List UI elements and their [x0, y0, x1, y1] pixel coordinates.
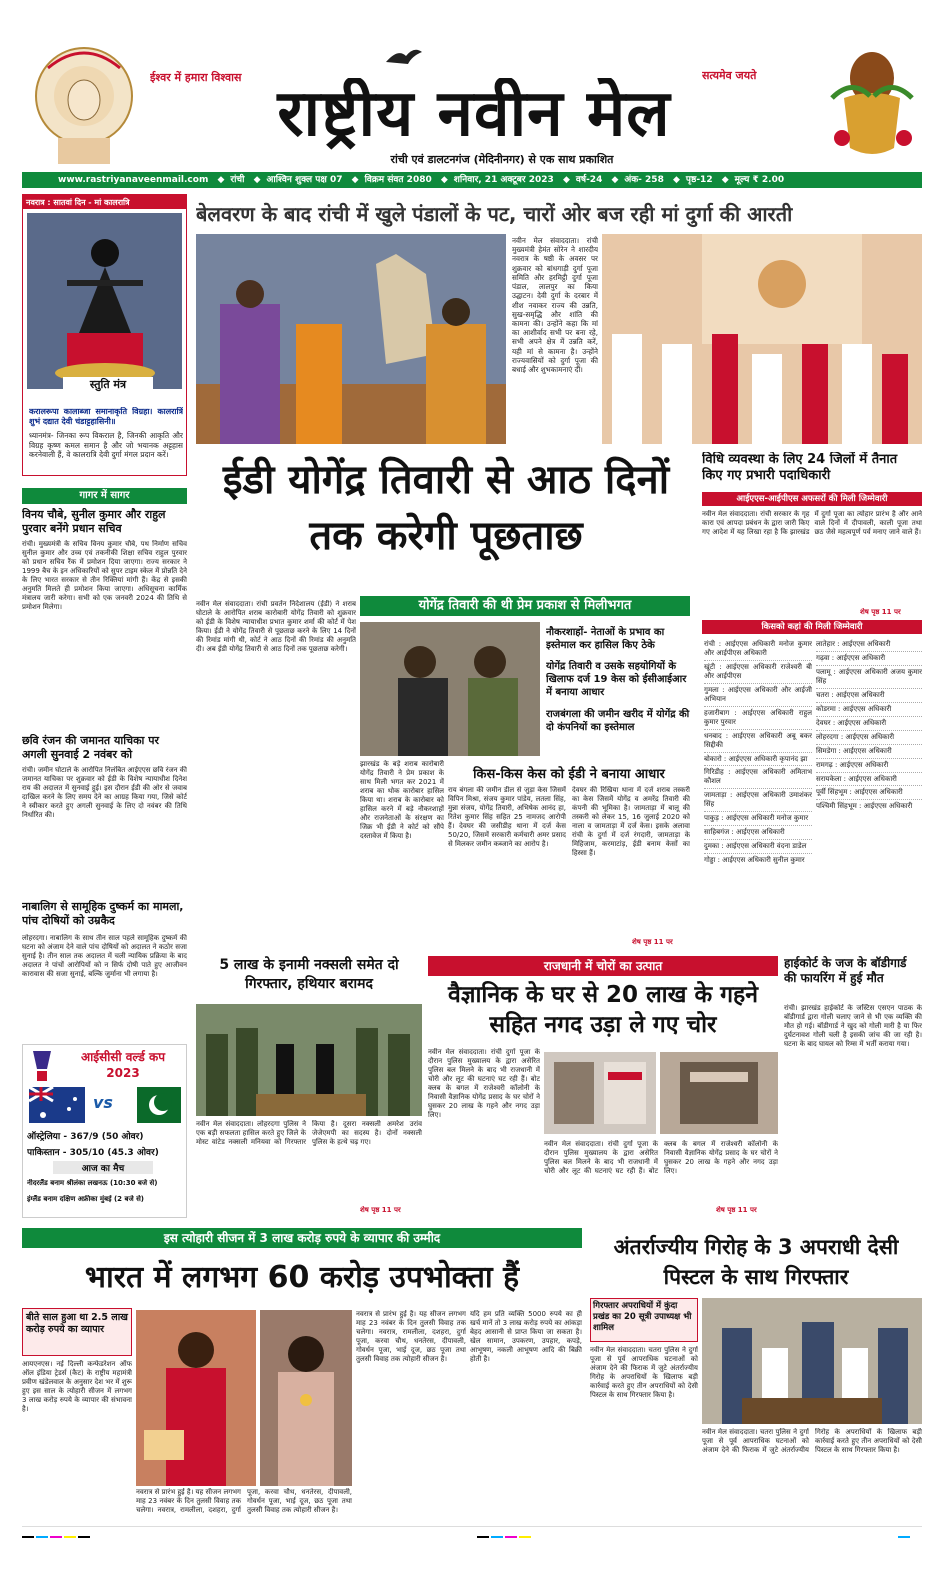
law-item: सरायकेला : आईएएस अधिकारी: [816, 773, 922, 787]
economy-photo-2: [260, 1310, 352, 1486]
economy-text-3: नवरात्र से प्रारंभ हुई है। यह सीजन लगभग माह 23 नवंबर के दिन तुलसी विवाह तक चलेगा। नवरात्र, रामलीला, दशहरा, दुर्गा पूजा, करवा चौथ, धनतेरस, दीपावली, गोवर्धन पूजा, भाई दूज, छठ पूजा तथा तुलसी विवाह तक त्योहारी सीजन है।: [356, 1310, 466, 1363]
kalash-logo: [822, 38, 922, 168]
samvat: विक्रम संवत 2080: [364, 175, 432, 185]
edition-info: रांची एवं डालटनगंज (मेदिनीनगर) से एक साथ प्रकाशित: [390, 153, 614, 166]
economy-headline: भारत में लगभग 60 करोड़ उपभोक्ता हैं: [84, 1260, 520, 1295]
law-item: गिरिडीह : आईएएस अधिकारी अमिताभ कौशल: [704, 766, 812, 789]
match-2: इंग्लैंड बनाम दक्षिण अफ्रीका मुंबई (2 बजे से): [27, 1195, 145, 1203]
dateline-bar: www.rastriyanaveenmail.com ◆ रांची ◆ आश्विन शुक्ल पक्ष 07 ◆ विक्रम संवत 2080 ◆ शनिवार, 21 अक्टूबर 2023 ◆ वर्ष-24 ◆ अंक- 258 ◆ पृष्ठ-12 ◆ मूल्य ₹ 2.00: [22, 172, 922, 188]
registration-marks: [22, 1526, 922, 1538]
year: वर्ष-24: [575, 175, 603, 185]
law-item: दुमका : आईएएस अधिकारी वंदना डाडेल: [704, 840, 812, 854]
law-item: कोडरमा : आईएएस अधिकारी: [816, 703, 922, 717]
economy-photo-1: [136, 1310, 256, 1486]
bird-icon: [384, 44, 424, 68]
date: शनिवार, 21 अक्टूबर 2023: [453, 175, 554, 185]
masthead: [22, 30, 922, 172]
ed-sub-1: नौकरशाहों- नेताओं के प्रभाव का इस्तेमाल कर हासिल किए ठेके: [546, 627, 665, 651]
sagar-h2: छवि रंजन की जमानत याचिका पर अगली सुनवाई 2 नवंबर को: [22, 734, 159, 761]
law-item: पूर्वी सिंहभूम : आईएएस अधिकारी: [816, 786, 922, 800]
ed-sub-2: योगेंद्र तिवारी व उसके सहयोगियों के खिलाफ दर्ज 19 केस को ईसीआईआर में बनाया आधार: [546, 661, 687, 698]
law-item: लोहरदगा : आईएएस अधिकारी: [816, 731, 922, 745]
pakistan-flag: [125, 1087, 181, 1123]
law-item: गोड्डा : आईएएस अधिकारी सुनील कुमार: [704, 856, 805, 865]
mantra-meaning: ध्यानमंत्र- जिनका रूप विकराल है, जिनकी आकृति और विग्रह कृष्ण कमल समान है और जो भयानक अट्टहास करनेवाली हैं, वे कालरात्रि देवी दुर्गा मंगल प्रदान करें।: [29, 431, 183, 460]
ed-bar: योगेंद्र तिवारी की थी प्रेम प्रकाश से मिलीभगत: [360, 596, 690, 616]
issue: अंक- 258: [624, 175, 664, 185]
gang-text: नवीन मेल संवाददाता। चतरा पुलिस ने दुर्गा पूजा से पूर्व आपराधिक घटनाओं को अंजाम देने की फिराक में जुटे अंतर्राज्यीय गिरोह के अपराधियों के खिलाफ बड़ी कार्रवाई करते हुए तीन अपराधियों को देसी पिस्टल के साथ गिरफ्तार किया है।: [590, 1346, 698, 1399]
tagline-left: ईश्वर में हमारा विश्वास: [150, 71, 242, 84]
ed-continued[interactable]: शेष पृष्ठ 11 पर: [632, 938, 673, 946]
sagar-h1: विनय चौबे, सुनील कुमार और राहुल पुरवार बनेंगे प्रधान सचिव: [22, 508, 166, 535]
gang-sub: गिरफ्तार अपराधियों में कुंदा प्रखंड का 20 सूत्री उपाध्यक्ष भी शामिल: [593, 1301, 692, 1333]
economy-text-2: नवरात्र से प्रारंभ हुई है। यह सीजन लगभग माह 23 नवंबर के दिन तुलसी विवाह तक चलेगा। नवरात्र, रामलीला, दशहरा, दुर्गा पूजा, करवा चौथ, धनतेरस, दीपावली, गोवर्धन पूजा, भाई दूज, छठ पूजा तथा तुलसी विवाह तक त्योहारी सीजन है।: [136, 1488, 352, 1514]
ed-sub-heading: किस-किस केस को ईडी ने बनाया आधार: [473, 767, 665, 782]
kalratri-image: [27, 213, 182, 389]
ed-sub-3: राजबंगला की जमीन खरीद में योगेंद्र की दो कंपनियों का इस्तेमाल: [546, 709, 690, 733]
newspaper-title: राष्ट्रीय नवीन मेल: [277, 78, 671, 150]
tagline-right: सत्यमेव जयते: [702, 69, 757, 82]
tithi: आश्विन शुक्ल पक्ष 07: [266, 175, 343, 185]
naxal-continued[interactable]: शेष पृष्ठ 11 पर: [360, 1206, 401, 1214]
theft-bar: राजधानी में चोरों का उत्पात: [428, 956, 778, 976]
economy-text-4: यदि हम प्रति व्यक्ति 5000 रुपये का ही खर्च मानें तो 3 लाख करोड़ रुपये का आंकड़ा बेहद आसानी से प्राप्त किया जा सकता है। खेल सामान, उपकरण, उपहार, कपड़े, आभूषण, नकली आभूषण आदि की बिक्री होती है।: [470, 1310, 582, 1363]
gang-photo: [702, 1298, 922, 1424]
law-item: रामगढ़ : आईएएस अधिकारी: [816, 759, 922, 773]
price: मूल्य ₹ 2.00: [734, 175, 785, 185]
law-item: गुमला : आईएएस अधिकारी और आईजी अभियान: [704, 684, 812, 707]
navratri-box: [22, 194, 187, 476]
cricket-box: [22, 1044, 187, 1218]
naxal-headline: 5 लाख के इनामी नक्सली समेत दो गिरफ्तार, हथियार बरामद: [219, 957, 399, 992]
law-item: धनबाद : आईएएस अधिकारी अबू बकर सिद्दीकी: [704, 730, 812, 753]
score-australia: ऑस्ट्रेलिया - 367/9 (50 ओवर): [27, 1132, 144, 1142]
naxal-text: नवीन मेल संवाददाता। लोहरदगा पुलिस ने एक बड़ी सफलता हासिल करते हुए जिले के मोस्ट वांटेड नक्सली मनियवा को गिरफ्तार किया है। दूसरा नक्सली अमरेश उरांव जेजेएमपी का सदस्य है। दोनों नक्सली पुलिस के हत्थे चढ़ गए।: [196, 1120, 422, 1146]
law-item: चतरा : आईएएस अधिकारी: [816, 689, 922, 703]
cricket-title: आईसीसी वर्ल्ड कप 2023: [80, 1050, 166, 1080]
mantra-text: करालरूपा कालाब्जा समानाकृति विग्रहा। कालरात्रिं शुभं दद्यात देवी चंडाट्टहासिनी॥: [29, 407, 183, 427]
sagar-h3: नाबालिग से सामूहिक दुष्कर्म का मामला, पांच दोषियों को उम्रकैद: [22, 900, 184, 927]
score-pakistan: पाकिस्तान - 305/10 (45.3 ओवर): [27, 1148, 159, 1158]
law-box-title: किसको कहां की मिली जिम्मेवारी: [702, 620, 922, 634]
law-item: हजारीबाग : आईएएस अधिकारी राहुल कुमार पुरवार: [704, 707, 812, 730]
economy-text-1: आयएनएस। नई दिल्ली कन्फेडरेशन ऑफ ऑल इंडिया ट्रेडर्स (कैट) के राष्ट्रीय महामंत्री प्रवीण खंडेलवाल के अनुसार देश भर में शुरू हुए इस साल के त्योहारी सीजन में लगभग 3 लाख करोड़ रुपये के व्यापार की संभावना है।: [22, 1360, 132, 1413]
economy-side-text: बीते साल हुआ था 2.5 लाख करोड़ रुपये का व्यापार: [26, 1312, 128, 1335]
theft-continued[interactable]: शेष पृष्ठ 11 पर: [716, 1206, 757, 1214]
law-item: बोकारो : आईएएस अधिकारी कृपानंद झा: [704, 753, 812, 767]
ed-text-4: देवघर की रिखिया थाना में दर्ज शराब तस्करी का केस जिसमें योगेंद्र व अमरेंद्र तिवारी की कंपनी की भूमिका है। जामताड़ा में बालू की तस्करी को लेकर 15, 16 जुलाई 2020 को नाला व जामताड़ा में दर्ज केस। इसके अलावा रांची के दुर्गा में दर्ज रंगदारी, जामताड़ा के मिहिजाम, करमाटांड़, ईडी बनाम केसों का हिस्सा हैं।: [572, 786, 690, 857]
cm-photo-left: [196, 234, 506, 444]
gang-sub-box: [590, 1298, 698, 1342]
website-link[interactable]: www.rastriyanaveenmail.com: [58, 175, 209, 185]
sagar-t1: रांची। मुख्यमंत्री के सचिव विनय कुमार चौबे, पथ निर्माण सचिव सुनील कुमार और उच्च एवं तकनीकी शिक्षा सचिव राहुल पुरवार को प्रधान सचिव रैंक में प्रमोशन दिया जाएगा। राज्य सरकार ने 1999 बैच के इन अधिकारियों को सुपर टाइम स्केल में प्रोन्नति देने के लिए भारत सरकार से तीन रिक्तियां मांगी हैं। केंद्र से इसकी अनुमति मिलते ही प्रमोशन किया जाएगा। अधिसूचना कार्मिक मंत्रालय जारी करेगा। सभी को एक जनवरी 2024 की तिथि से प्रमोशन मिलेगा।: [22, 540, 187, 611]
law-list-1: [704, 638, 812, 950]
naxal-photo: [196, 1004, 422, 1116]
law-item: देवघर : आईएएस अधिकारी: [816, 717, 922, 731]
today-match-label: आज का मैच: [53, 1161, 153, 1174]
law-headline: विधि व्यवस्था के लिए 24 जिलों में तैनात किए गए प्रभारी पदाधिकारी: [702, 452, 898, 483]
law-item: लातेहार : आईएएस अधिकारी: [816, 638, 922, 652]
law-text: नवीन मेल संवाददाता। रांची सरकार के गृह कारा एवं आपदा प्रबंधन के द्वारा जारी किए गए आदेश में यह लिखा रहा है कि झारखंड में दुर्गा पूजा का त्योहार प्रारंभ है और आने वाले दिनों में दीपावली, काली पूजा तथा छठ जैसे महत्वपूर्ण पर्व मनाए जाने वाले हैं।: [702, 510, 922, 536]
theft-photo-1: [544, 1052, 656, 1134]
economy-bar: इस त्योहारी सीजन में 3 लाख करोड़ रुपये के व्यापार की उम्मीद: [22, 1228, 582, 1248]
world-cup-icon: [29, 1049, 55, 1083]
ed-photo: [360, 622, 540, 756]
sagar-label: गागर में सागर: [22, 488, 187, 504]
navratri-label: नवरात्र : सातवां दिन - मां कालरात्रि: [23, 195, 186, 209]
theft-text: नवीन मेल संवाददाता। रांची दुर्गा पूजा के दौरान पुलिस मुख्यालय के द्वारा असेरित पुलिस बल मिलने के बाद भी राजधानी में चोरी और लूट की घटनाएं घट रही हैं। बोट क्लब के बगल में राजेश्वरी कॉलोनी के निवासी वैज्ञानिक योगेंद्र प्रसाद के घर चोरों ने घुसकर 20 लाख के गहने और नगद उड़ा लिए।: [428, 1048, 540, 1119]
hc-headline: हाईकोर्ट के जज के बॉडीगार्ड की फायरिंग में हुई मौत: [784, 956, 907, 985]
economy-side-box: [22, 1308, 132, 1356]
law-continued[interactable]: शेष पृष्ठ 11 पर: [860, 608, 901, 616]
pages: पृष्ठ-12: [685, 175, 713, 185]
australia-flag: [29, 1087, 85, 1123]
law-item: गढ़वा : आईएएस अधिकारी: [816, 652, 922, 666]
top-story-headline: बेलवरण के बाद रांची में खुले पंडालों के पट, चारों ओर बज रही मां दुर्गा की आरती: [196, 202, 793, 226]
ed-headline: ईडी योगेंद्र तिवारी से आठ दिनों तक करेगी पूछताछ: [222, 457, 670, 559]
law-item: साहिबगंज : आईएएस अधिकारी: [704, 826, 812, 840]
law-item: सिमडेगा : आईएएस अधिकारी: [816, 745, 922, 759]
gang-headline: अंतर्राज्यीय गिरोह के 3 अपराधी देसी पिस्टल के साथ गिरफ्तार: [613, 1235, 899, 1289]
theft-headline: वैज्ञानिक के घर से 20 लाख के गहने सहित नगद उड़ा ले गए चोर: [447, 982, 759, 1038]
law-item: रांची : आईएएस अधिकारी मनोज कुमार और आईपीएस अधिकारी: [704, 638, 812, 661]
law-item: खूंटी : आईएएस अधिकारी राजेश्वरी बी और आईपीएस: [704, 661, 812, 684]
ed-text-1: नवीन मेल संवाददाता। रांची प्रवर्तन निदेशालय (ईडी) ने शराब घोटाले के आरोपित शराब कारोबारी योगेंद्र तिवारी को शुक्रवार को ईडी के विशेष न्यायाधीश प्रभात कुमार शर्मा की कोर्ट में पेश किया। ईडी ने योगेंद्र तिवारी से पूछताछ करने के लिए 14 दिनों की रिमांड मांगी थी, कोर्ट ने आठ दिनों की रिमांड की अनुमति दी। अब ईडी योगेंद्र तिवारी से आठ दिनों तक पूछताछ करेगी।: [196, 600, 356, 653]
theft-photo-2: [660, 1052, 778, 1134]
hc-text: रांची। झारखंड हाईकोर्ट के जस्टिस एसएन पाठक के बॉडीगार्ड द्वारा गोली चलाए जाने से भी एक व्यक्ति की मौत हो गई। बॉडीगार्ड ने खुद को गोली मारी है या फिर दुर्घटनावश गोली चली है इसकी जांच की जा रही है। घटना के बाद घायल को रिम्स में भर्ती कराया गया।: [784, 1004, 922, 1048]
law-list-2: [816, 638, 922, 950]
top-story-text: नवीन मेल संवाददाता। रांची मुख्यमंत्री हेमंत सोरेन ने शारदीय नवरात्र के षष्ठी के अवसर पर शुक्रवार को बांधगाड़ी दुर्गा पूजा समिति और हरमिट्ठी दुर्गा पूजा पंडाल, लालपुर का किया उद्घाटन। देवी दुर्गा के दरबार में शीश नवाकर राज्य की उन्नति, सुख-समृद्धि और शांति की कामना की। उन्होंने कहा कि मां का आशीर्वाद सभी पर बना रहे, सभी अपने क्षेत्र में उन्नति करें, यही मां से कामना है। उन्होंने राज्यवासियों को दुर्गा पूजा की बधाई और शुभकामनाएं दीं।: [512, 236, 598, 375]
ed-text-2: झारखंड के बड़े शराब कारोबारी योगेंद्र तिवारी ने प्रेम प्रकाश के साथ मिली भगत कर 2021 में शराब का थोक कारोबार हासिल किया था। शराब के कारोबार को हासिल करने में बड़े नौकरशाहों और राजनेताओं के संरक्षण का जिक्र भी ईडी ने कोर्ट को सौंपे दस्तावेज में किया है।: [360, 760, 444, 840]
law-item: पलामू : आईएएस अधिकारी अजय कुमार सिंह: [816, 666, 922, 689]
ed-text-3: राय बंगला की जमीन डील से जुड़ा केस जिसमें विपिन मिश्रा, संजय कुमार पांडेय, लतला सिंह, मुन्ना संजय, योगेंद्र तिवारी, अभिषेक आनंद हा, रितेश कुमार सिंह सहित 25 नामजद आरोपी हैं। देवघर की जसीडीह थाना में दर्ज केस 50/20, जिसमें सरकारी कर्मचारी अमर प्रसाद से मिलकर जमीन कब्जाने का आरोप है।: [448, 786, 566, 848]
sagar-t2: रांची। जमीन घोटाले के आरोपित निलंबित आईएएस छवि रंजन की जमानत याचिका पर शुक्रवार को ईडी के विशेष न्यायाधीश दिनेश राय की अदालत में सुनवाई हुई। इस दौरान ईडी की ओर से जवाब दाखिल करने के लिए समय देने का आग्रह किया गया, जिसे कोर्ट ने स्वीकार करते हुए अगली सुनवाई के लिए दो नवंबर की तिथि निर्धारित की।: [22, 766, 187, 819]
vs-label: vs: [93, 1093, 113, 1112]
theft-text-2: नवीन मेल संवाददाता। रांची दुर्गा पूजा के दौरान पुलिस मुख्यालय के द्वारा असेरित पुलिस बल मिलने के बाद भी राजधानी में चोरी और लूट की घटनाएं घट रही हैं। बोट क्लब के बगल में राजेश्वरी कॉलोनी के निवासी वैज्ञानिक योगेंद्र प्रसाद के घर चोरों ने घुसकर 20 लाख के गहने और नगद उड़ा लिए।: [544, 1140, 778, 1175]
match-1: नीदरलैंड बनाम श्रीलंका लखनऊ (10:30 बजे से): [27, 1179, 158, 1187]
law-item: पाकुड़ : आईएएस अधिकारी मनोज कुमार: [704, 812, 812, 826]
law-sub: आईएएस-आईपीएस अफसरों की मिली जिम्मेवारी: [702, 492, 922, 506]
law-item: पश्चिमी सिंहभूम : आईएएस अधिकारी: [816, 802, 913, 811]
cm-photo-right: [602, 234, 922, 444]
durga-logo: [28, 38, 140, 168]
law-item: जामताड़ा : आईएएस अधिकारी उमाशंकर सिंह: [704, 789, 812, 812]
gang-text-2: नवीन मेल संवाददाता। चतरा पुलिस ने दुर्गा पूजा से पूर्व आपराधिक घटनाओं को अंजाम देने की फिराक में जुटे अंतर्राज्यीय गिरोह के अपराधियों के खिलाफ बड़ी कार्रवाई करते हुए तीन अपराधियों को देसी पिस्टल के साथ गिरफ्तार किया है।: [702, 1428, 922, 1454]
mantra-title: स्तुति मंत्र: [63, 377, 153, 392]
city: रांची: [230, 175, 245, 185]
sagar-t3: लोहरदगा। नाबालिग के साथ तीन साल पहले सामूहिक दुष्कर्म की घटना को अंजाम देने वाले पांच दोषियों को अदालत ने कठोर सजा सुनाई है। तीन साल तक अदालत में चली न्यायिक प्रक्रिया के बाद अदालत ने पांचों आरोपियों को न सिर्फ दोषी पाते हुए आजीवन कारावास की सजा सुनाई, बल्कि जुर्माना भी लगाया है।: [22, 934, 187, 978]
